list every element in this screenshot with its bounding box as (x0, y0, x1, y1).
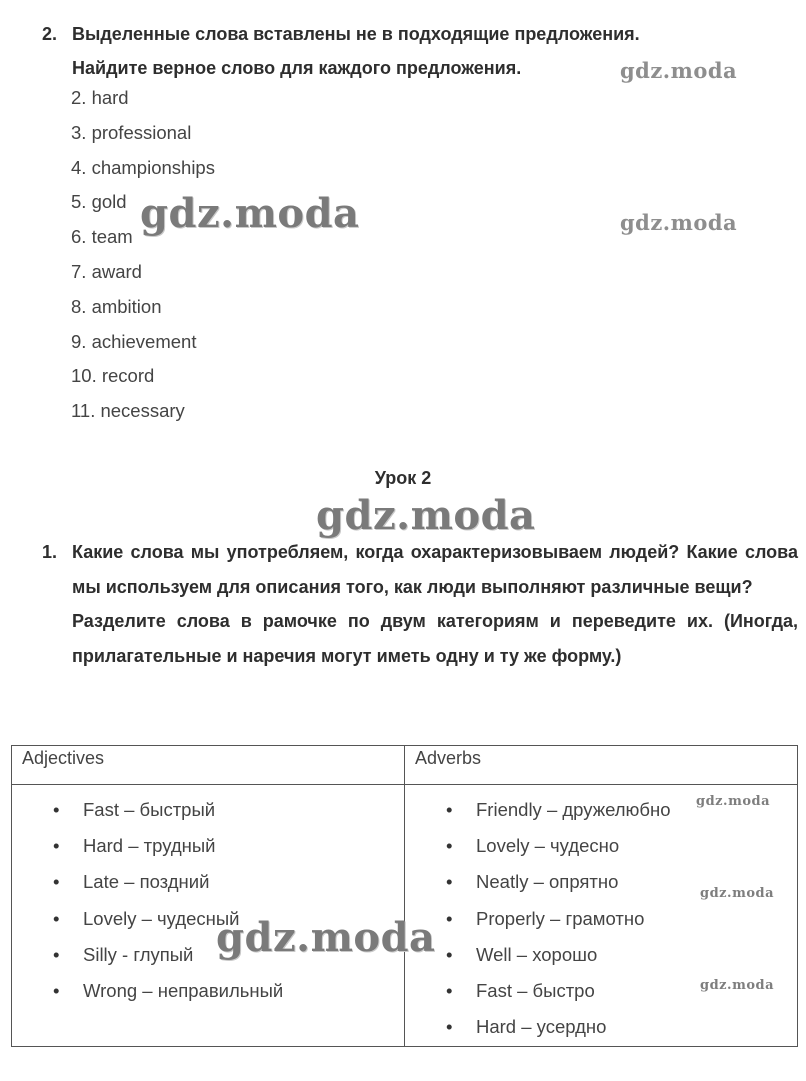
watermark: gdz.moda (696, 794, 771, 809)
adverb-item: • Lovely – чудесно (406, 828, 796, 864)
adverb-item: • Well – хорошо (406, 937, 796, 973)
watermark: gdz.moda (216, 914, 436, 961)
adverb-item: • Fast – быстро (406, 973, 796, 1009)
watermark: gdz.moda (316, 492, 536, 539)
words-table (11, 745, 798, 1047)
adjectives-header: Adjectives (12, 746, 405, 785)
adverb-item: • Properly – грамотно (406, 901, 796, 937)
lesson-title: Урок 2 (374, 468, 432, 488)
task-2-heading-line-2: Найдите верное слово для каждого предложения. (72, 58, 522, 78)
adverbs-column (405, 785, 798, 1047)
watermark: gdz.moda (620, 58, 738, 83)
answer-item: 3. professional (71, 121, 192, 143)
adjective-item: • Silly - глупый (13, 937, 403, 973)
task-2-number: 2. (42, 24, 58, 44)
answer-item: 4. championships (71, 156, 215, 178)
adverb-item: • Hard – усердно (406, 1009, 796, 1045)
adjective-item: • Fast – быстрый (13, 792, 403, 828)
answer-item: 10. record (71, 365, 155, 387)
adverb-item: • Neatly – опрятно (406, 864, 796, 900)
task-1-instruction: Разделите слова в рамочке по двум категориям и переведите их. (Иногда, прилагательные и наречия могут иметь одну и ту же форму.) (72, 611, 798, 666)
answer-item: 9. achievement (71, 330, 197, 352)
task-2-answer-list (71, 81, 215, 429)
answer-item: 11. necessary (71, 400, 185, 422)
adjective-item: • Late – поздний (13, 864, 403, 900)
adjective-item: • Lovely – чудесный (13, 901, 403, 937)
adverb-item: • Friendly – дружелюбно (406, 792, 796, 828)
task-1-question: Какие слова мы употребляем, когда охарактеризовываем людей? Какие слова мы используем для описания того, как люди выполняют различные вещи? (72, 542, 798, 597)
task-1-number: 1. (42, 542, 58, 562)
answer-item: 6. team (71, 226, 133, 248)
watermark: gdz.moda (620, 210, 738, 235)
task-2-heading-line-1: Выделенные слова вставлены не в подходящие предложения. (72, 24, 640, 44)
answer-item: 2. hard (71, 87, 129, 108)
watermark: gdz.moda (140, 190, 360, 237)
adjective-item: • Hard – трудный (13, 828, 403, 864)
answer-item: 7. award (71, 260, 142, 282)
adjective-item: • Wrong – неправильный (13, 973, 403, 1009)
watermark: gdz.moda (700, 978, 775, 993)
adverbs-header: Adverbs (405, 746, 798, 785)
answer-item: 5. gold (71, 191, 127, 213)
answer-item: 8. ambition (71, 295, 162, 317)
watermark: gdz.moda (700, 886, 775, 901)
task-1 (42, 535, 798, 673)
